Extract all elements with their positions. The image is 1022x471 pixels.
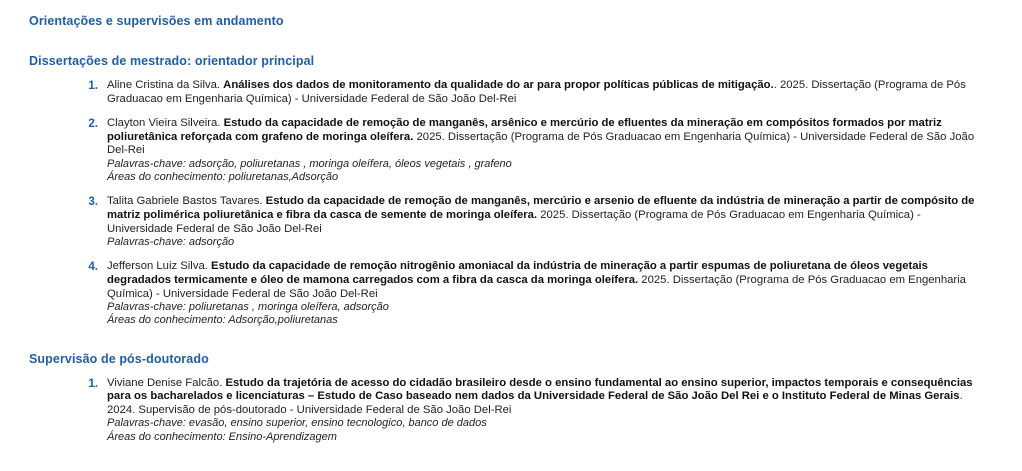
entry-rest: 2025. Dissertação (Programa de Pós Graduacao em Engenharia Química) - Universidade Federal de São João Del-Rei bbox=[107, 130, 975, 157]
entry-title: Estudo da trajetória de acesso do cidadão brasileiro desde o ensino fundamental ao ensino superior, impactos temporais e consequências para os bacharelados e licenciaturas – Estudo de Caso baseado nem dados da Universidade Federal de São João Del Rei e o Instituto Federal de Minas Gerais bbox=[107, 376, 973, 403]
list-item bbox=[0, 79, 1022, 106]
list-item-body bbox=[107, 260, 984, 301]
entry-author: Aline Cristina da Silva. bbox=[107, 79, 224, 91]
entry-keywords: Palavras-chave: poliuretanas , moringa oleífera, adsorção bbox=[107, 301, 389, 314]
entry-keywords: Palavras-chave: evasão, ensino superior, ensino tecnologico, banco de dados bbox=[107, 417, 487, 430]
list-item-number: 3. bbox=[88, 195, 98, 209]
section-heading-posdoutorado: Supervisão de pós-doutorado bbox=[29, 351, 209, 366]
entry-title: Estudo da capacidade de remoção de manganês, arsênico e mercúrio de efluentes da mineração em compósitos formados por matriz poliuretânica reforçada com grafeno de moringa oleífera. bbox=[107, 117, 942, 143]
entry-author: Talita Gabriele Bastos Tavares. bbox=[107, 195, 266, 208]
section-heading-mestrado: Dissertações de mestrado: orientador principal bbox=[29, 54, 315, 68]
list-item-number: 2. bbox=[88, 117, 98, 131]
entry-areas: Áreas do conhecimento: Ensino-Aprendizagem bbox=[107, 430, 337, 443]
list-item-number: 1. bbox=[88, 79, 98, 92]
list-item-body bbox=[107, 195, 984, 236]
list-item bbox=[0, 377, 1022, 444]
list-item-number: 4. bbox=[88, 260, 98, 274]
entry-author: Jefferson Luiz Silva. bbox=[107, 260, 212, 273]
entry-keywords: Palavras-chave: adsorção, poliuretanas , moringa oleífera, óleos vegetais , grafeno bbox=[107, 157, 512, 170]
entry-title: Estudo da capacidade de remoção nitrogênio amoniacal da indústria de mineração a partir espumas de poliuretana de óleos vegetais degradados termicamente e óleo de mamona carregados com a fibra da casca da moringa oleífera. bbox=[107, 260, 928, 286]
list-item bbox=[0, 117, 1022, 184]
entry-rest: . 2025. Dissertação (Programa de Pós Graduacao em Engenharia Química) - Universidade Federal de São João Del-Rei bbox=[107, 79, 966, 105]
entry-title: Análises dos dados de monitoramento da qualidade do ar para propor políticas públicas de mitigação. bbox=[223, 79, 774, 91]
list-item bbox=[0, 260, 1022, 327]
entry-author: Clayton Vieira Silveira. bbox=[107, 117, 224, 130]
entry-areas: Áreas do conhecimento: Adsorção,poliuretanas bbox=[107, 314, 338, 327]
entry-areas: Áreas do conhecimento: poliuretanas,Adsorção bbox=[107, 171, 339, 184]
entry-rest: 2025. Dissertação (Programa de Pós Graduacao em Engenharia Química) - Universidade Federal de São João Del-Rei bbox=[107, 208, 921, 235]
entry-author: Viviane Denise Falcão. bbox=[107, 376, 226, 389]
posdoutorado-list bbox=[0, 377, 1022, 444]
list-item-body bbox=[107, 79, 984, 106]
page-title: Orientações e supervisões em andamento bbox=[29, 14, 284, 28]
entry-rest: . 2024. Supervisão de pós-doutorado - Universidade Federal de São João Del-Rei bbox=[107, 390, 963, 416]
list-item bbox=[0, 195, 1022, 249]
mestrado-list bbox=[0, 79, 1022, 328]
list-item-body bbox=[107, 377, 984, 418]
entry-title: Estudo da capacidade de remoção de manganês, mercúrio e arsenio de efluente da indústria de mineração a partir de compósito de matriz polimérica poliuretânica e fibra da casca de semente de moringa oleífera. bbox=[107, 195, 975, 221]
entry-keywords: Palavras-chave: adsorção bbox=[107, 236, 235, 249]
list-item-body bbox=[107, 117, 984, 158]
entry-rest: 2025. Dissertação (Programa de Pós Graduacao em Engenharia Química) - Universidade Federal de São João Del-Rei bbox=[107, 273, 966, 300]
list-item-number: 1. bbox=[88, 376, 98, 390]
